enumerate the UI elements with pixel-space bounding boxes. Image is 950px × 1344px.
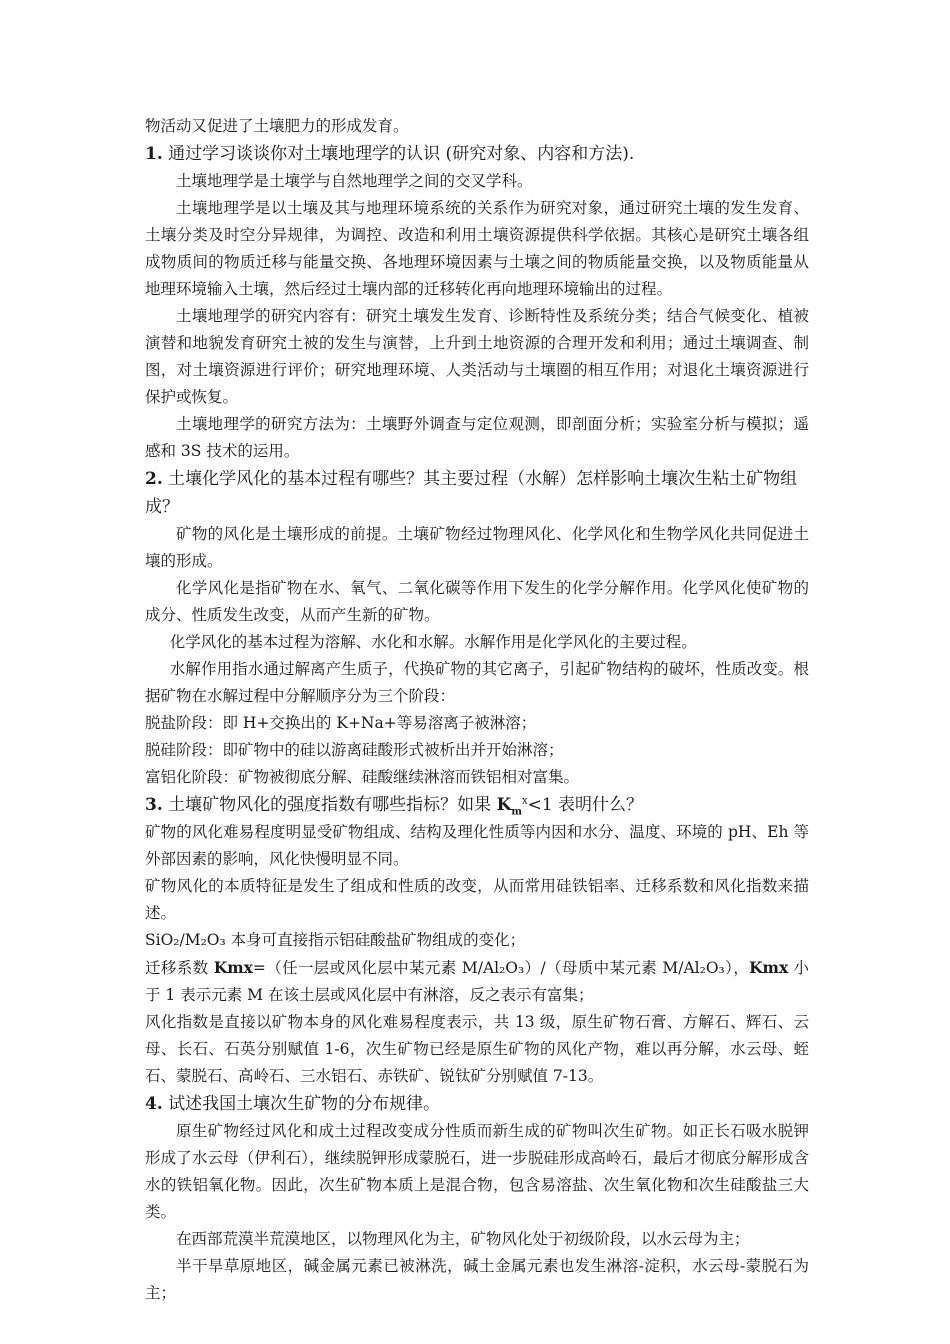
- q3-paragraph-1: 矿物的风化难易程度明显受矿物组成、结构及理化性质等内因和水分、温度、环境的 pH、Eh 等外部因素的影响，风化快慢明显不同。: [145, 823, 809, 868]
- k-subscript: m: [511, 806, 522, 818]
- question-4-heading: [145, 1090, 809, 1118]
- question-title: 土壤化学风化的基本过程有哪些？其主要过程（水解）怎样影响土壤次生粘土矿物组成？: [145, 469, 798, 517]
- q4-paragraph-2: 在西部荒漠半荒漠地区，以物理风化为主，矿物风化处于初级阶段，以水云母为主；: [176, 1230, 750, 1248]
- k-superscript: x: [521, 795, 528, 807]
- document-page: [145, 113, 809, 1307]
- k-symbol: K: [496, 795, 512, 815]
- text-run: 迁移系数: [145, 959, 214, 977]
- q2-stage-2: 脱硅阶段：即矿物中的硅以游离硅酸形式被析出并开始淋溶；: [145, 741, 564, 759]
- question-2-heading: [145, 465, 809, 521]
- intro-paragraph: 物活动又促进了土壤肥力的形成发育。: [145, 117, 409, 135]
- question-title: 通过学习谈谈你对土壤地理学的认识 (研究对象、内容和方法).: [168, 144, 635, 164]
- q4-paragraph-3: 半干旱草原地区，碱金属元素已被淋洗，碱土金属元素也发生淋溶-淀积，水云母-蒙脱石为主；: [145, 1257, 809, 1302]
- q2-paragraph-2: 化学风化是指矿物在水、氧气、二氧化碳等作用下发生的化学分解作用。化学风化使矿物的成分、性质发生改变，从而产生新的矿物。: [145, 579, 809, 624]
- question-number: 3.: [145, 795, 163, 815]
- text-run: 小于 1 表示元素 M 在该土层或风化层中有淋溶，反之表示有富集；: [145, 959, 809, 1004]
- q2-stage-3: 富铝化阶段：矿物被彻底分解、硅酸继续淋溶而铁铝相对富集。: [145, 768, 580, 786]
- q1-paragraph-2: 土壤地理学是以土壤及其与地理环境系统的关系作为研究对象，通过研究土壤的发生发育、土壤分类及时空分异规律，为调控、改造和利用土壤资源提供科学依据。其核心是研究土壤各组成物质间的物质迁移与能量交换、各地理环境因素与土壤之间的物质能量交换，以及物质能量从地理环境输入土壤，然后经过土壤内部的迁移转化再向地理环境输出的过程。: [145, 199, 809, 298]
- question-3-heading: [145, 791, 809, 819]
- question-title: 试述我国土壤次生矿物的分布规律。: [168, 1094, 441, 1114]
- q4-paragraph-1: 原生矿物经过风化和成土过程改变成分性质而新生成的矿物叫次生矿物。如正长石吸水脱钾形成了水云母（伊利石），继续脱钾形成蒙脱石，进一步脱硅形成高岭石，最后才彻底分解形成含水的铁铝氧化物。因此，次生矿物本质上是混合物，包含易溶盐、次生氧化物和次生硅酸盐三大类。: [145, 1122, 809, 1221]
- q2-paragraph-4: 水解作用指水通过解离产生质子，代换矿物的其它离子，引起矿物结构的破坏，性质改变。根据矿物在水解过程中分解顺序分为三个阶段：: [145, 660, 809, 705]
- q3-paragraph-4: [145, 954, 809, 1009]
- q3-paragraph-5: 风化指数是直接以矿物本身的风化难易程度表示，共 13 级，原生矿物石膏、方解石、辉石、云母、长石、石英分别赋值 1-6，次生矿物已经是原生矿物的风化产物，难以再分解，水云母、蛭石、蒙脱石、高岭石、三水铝石、赤铁矿、锐钛矿分别赋值 7-13。: [145, 1013, 809, 1085]
- question-number: 4.: [145, 1094, 163, 1114]
- question-number: 1.: [145, 144, 163, 164]
- kmx-symbol: Kmx: [213, 958, 253, 977]
- kmx-symbol: Kmx: [749, 958, 789, 977]
- q2-paragraph-1: 矿物的风化是土壤形成的前提。土壤矿物经过物理风化、化学风化和生物学风化共同促进土壤的形成。: [145, 525, 809, 570]
- q3-paragraph-3: SiO₂/M₂O₃ 本身可直接指示铝硅酸盐矿物组成的变化；: [145, 931, 526, 949]
- q1-paragraph-4: 土壤地理学的研究方法为：土壤野外调查与定位观测，即剖面分析；实验室分析与模拟；遥感和 3S 技术的运用。: [145, 415, 809, 460]
- text-run: =（任一层或风化层中某元素 M/Al₂O₃）/（母质中某元素 M/Al₂O₃），: [252, 959, 750, 977]
- q2-paragraph-3: 化学风化的基本过程为溶解、水化和水解。水解作用是化学风化的主要过程。: [169, 633, 697, 651]
- q1-paragraph-3: 土壤地理学的研究内容有：研究土壤发生发育、诊断特性及系统分类；结合气候变化、植被演替和地貌发育研究土被的发生与演替，上升到土地资源的合理开发和利用；通过土壤调查、制图，对土壤资源进行评价；研究地理环境、人类活动与土壤圈的相互作用；对退化土壤资源进行保护或恢复。: [145, 307, 809, 406]
- q2-stage-1: 脱盐阶段：即 H+交换出的 K+Na+等易溶离子被淋溶；: [145, 714, 537, 732]
- question-number: 2.: [145, 469, 163, 489]
- q3-paragraph-2: 矿物风化的本质特征是发生了组成和性质的改变，从而常用硅铁铝率、迁移系数和风化指数来描述。: [145, 877, 809, 922]
- question-title-part-a: 土壤矿物风化的强度指数有哪些指标？如果: [168, 795, 497, 815]
- q1-paragraph-1: 土壤地理学是土壤学与自然地理学之间的交叉学科。: [176, 172, 533, 190]
- question-1-heading: [145, 140, 809, 168]
- question-title-part-b: <1 表明什么？: [527, 795, 644, 815]
